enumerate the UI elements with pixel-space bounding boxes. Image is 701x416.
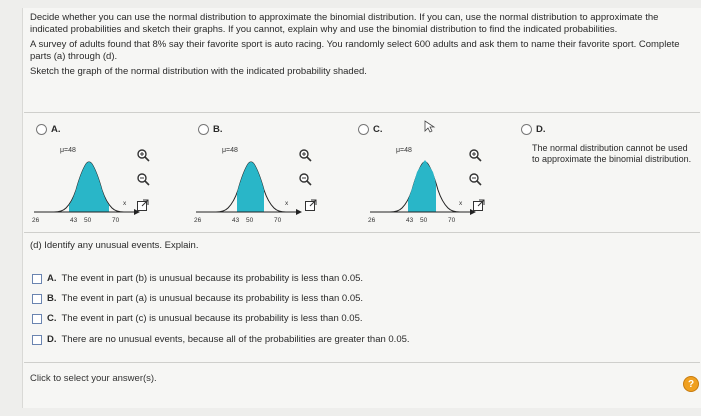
graph-b-tick-50: 50 (246, 217, 254, 224)
zoom-out-icon[interactable] (298, 172, 312, 186)
option-b-radio[interactable] (198, 124, 209, 135)
scenario-text: A survey of adults found that 8% say their favorite sport is auto racing. You randomly select 600 adults and ask them to name their favorite sport. Complete parts (a) through (d). (30, 39, 680, 62)
option-a-radio[interactable] (36, 124, 47, 135)
divider (24, 112, 700, 113)
graph-a-shaded-area (69, 162, 109, 212)
graph-c-tick-50: 50 (420, 217, 428, 224)
choice-d-text: There are no unusual events, because all of the probabilities are greater than 0.05. (61, 334, 410, 345)
instructions-text: Decide whether you can use the normal distribution to approximate the binomial distribution. If you can, use the normal distribution to approximate the indicated probabilities and sketch their graphs. If you cannot, explain why and use the binomial distribution to find the indicated probabilities. (30, 12, 659, 35)
graph-b-tick-26: 26 (194, 217, 202, 224)
option-d-label: D. (536, 124, 546, 135)
choice-d-checkbox[interactable] (32, 335, 42, 345)
option-b-label: B. (213, 124, 223, 135)
choice-d[interactable] (32, 334, 410, 345)
graph-c-shaded-area (408, 160, 436, 212)
choice-b-checkbox[interactable] (32, 294, 42, 304)
graph-a-tick-43: 43 (70, 217, 78, 224)
choice-a-letter: A. (47, 273, 57, 284)
graph-a-tick-70: 70 (112, 217, 120, 224)
cursor-icon (424, 120, 436, 134)
zoom-out-icon[interactable] (468, 172, 482, 186)
graph-b-mu: μ=48 (222, 147, 238, 154)
graph-c-tick-70: 70 (448, 217, 456, 224)
graph-a-axis-symbol: x (123, 200, 127, 207)
zoom-in-icon[interactable] (468, 148, 482, 162)
option-a-label: A. (51, 124, 61, 135)
divider (24, 232, 700, 233)
option-d[interactable] (521, 124, 546, 135)
graph-b-axis-arrow (296, 209, 302, 215)
question-text: (d) Identify any unusual events. Explain. (30, 240, 199, 251)
option-b[interactable] (198, 124, 223, 135)
instructions-block (30, 12, 698, 81)
graph-c-mu: μ=48 (396, 147, 412, 154)
option-a[interactable] (36, 124, 61, 135)
choice-c[interactable] (32, 313, 363, 324)
graph-b-tick-43: 43 (232, 217, 240, 224)
external-link-icon[interactable] (472, 198, 486, 212)
graph-b-axis-symbol: x (285, 200, 289, 207)
choice-b-letter: B. (47, 293, 57, 304)
graph-b-tick-70: 70 (274, 217, 282, 224)
option-d-radio[interactable] (521, 124, 532, 135)
external-link-icon[interactable] (136, 198, 150, 212)
graph-a-tick-50: 50 (84, 217, 92, 224)
choice-a-checkbox[interactable] (32, 274, 42, 284)
option-d-text: The normal distribution cannot be used to approximate the binomial distribution. (532, 143, 692, 164)
graph-c-tick-43: 43 (406, 217, 414, 224)
external-link-icon[interactable] (304, 198, 318, 212)
zoom-in-icon[interactable] (298, 148, 312, 162)
choice-a[interactable] (32, 273, 363, 284)
choice-a-text: The event in part (b) is unusual because its probability is less than 0.05. (61, 273, 364, 284)
help-icon[interactable]: ? (683, 376, 699, 392)
zoom-in-icon[interactable] (136, 148, 150, 162)
option-c-label: C. (373, 124, 383, 135)
choice-c-checkbox[interactable] (32, 314, 42, 324)
choice-c-letter: C. (47, 313, 57, 324)
prompt-text: Sketch the graph of the normal distribution with the indicated probability shaded. (30, 66, 367, 77)
graph-a-mu: μ=48 (60, 147, 76, 154)
graph-a-tick-26: 26 (32, 217, 40, 224)
graph-c-axis-symbol: x (459, 200, 463, 207)
graph-b-shaded-area (237, 162, 264, 212)
status-text: Click to select your answer(s). (30, 373, 157, 384)
zoom-out-icon[interactable] (136, 172, 150, 186)
choice-b-text: The event in part (a) is unusual because its probability is less than 0.05. (61, 293, 364, 304)
option-c[interactable] (358, 124, 383, 135)
choice-b[interactable] (32, 293, 363, 304)
choice-c-text: The event in part (c) is unusual because its probability is less than 0.05. (61, 313, 363, 324)
option-c-radio[interactable] (358, 124, 369, 135)
divider (24, 362, 700, 363)
graph-c-tick-26: 26 (368, 217, 376, 224)
choice-d-letter: D. (47, 334, 57, 345)
